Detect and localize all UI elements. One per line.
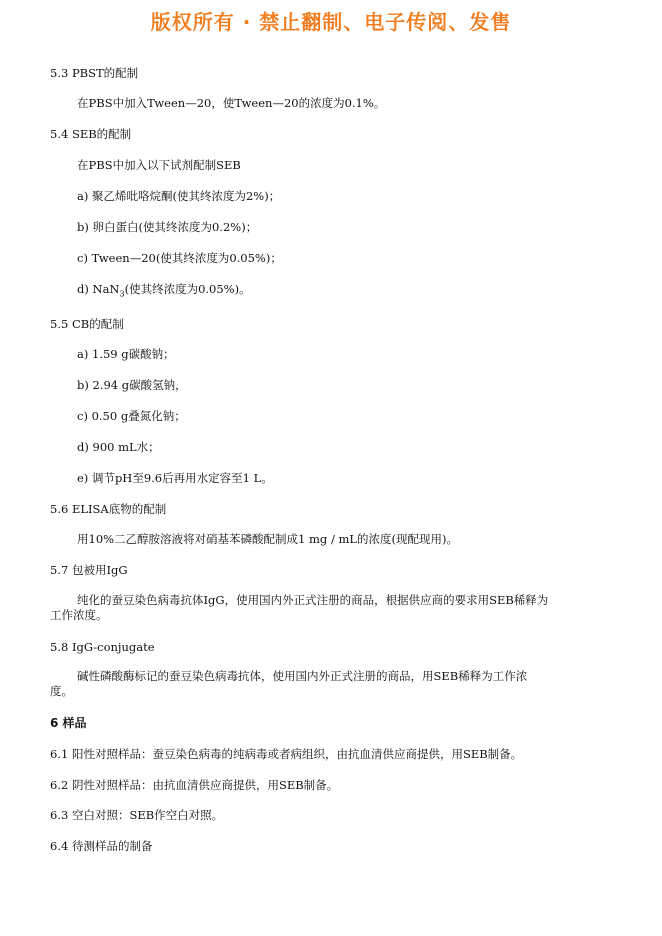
list-item-prefix: d) NaN — [77, 282, 120, 296]
watermark: 版权所有 · 禁止翻制、电子传阅、发售 — [150, 10, 512, 34]
list-item — [77, 282, 251, 301]
section-6-3: 6.3 空白对照：SEB作空白对照。 — [50, 808, 224, 822]
paragraph-line: 碱性磷酸酶标记的蚕豆染色病毒抗体，使用国内外正式注册的商品，用SEB稀释为工作浓 — [77, 669, 528, 683]
paragraph-line: 纯化的蚕豆染色病毒抗体IgG，使用国内外正式注册的商品，根据供应商的要求用SEB稀释为 — [77, 593, 549, 607]
list-item: c) Tween—20(使其终浓度为0.05%)； — [77, 251, 282, 265]
section-5-5-heading: 5.5 CB的配制 — [50, 317, 124, 331]
list-item-suffix: (使其终浓度为0.05%)。 — [124, 282, 251, 296]
section-6-heading: 6 样品 — [50, 716, 87, 730]
section-5-6-text: 用10%二乙醇胺溶液将对硝基苯磷酸配制成1 mg / mL的浓度(现配现用)。 — [77, 532, 458, 546]
section-5-7-heading: 5.7 包被用IgG — [50, 563, 128, 577]
list-item: b) 2.94 g碳酸氢钠， — [77, 378, 187, 392]
subscript: 3 — [119, 289, 125, 299]
list-item: a) 1.59 g碳酸钠； — [77, 347, 175, 361]
section-5-3-heading: 5.3 PBST的配制 — [50, 66, 139, 80]
section-5-3-text: 在PBS中加入Tween—20，使Tween—20的浓度为0.1%。 — [77, 96, 386, 110]
section-5-6-heading: 5.6 ELISA底物的配制 — [50, 502, 167, 516]
section-6-4: 6.4 待测样品的制备 — [50, 839, 153, 853]
paragraph-line: 工作浓度。 — [50, 608, 108, 622]
list-item: b) 卵白蛋白(使其终浓度为0.2%)； — [77, 220, 258, 234]
list-item: d) 900 mL水； — [77, 440, 160, 454]
section-5-7-paragraph — [0, 593, 662, 623]
section-5-8-paragraph — [0, 669, 662, 699]
section-5-8-heading: 5.8 IgG-conjugate — [50, 640, 155, 654]
list-item: c) 0.50 g叠氮化钠； — [77, 409, 186, 423]
section-5-4-intro: 在PBS中加入以下试剂配制SEB — [77, 158, 241, 172]
section-6-1: 6.1 阳性对照样品：蚕豆染色病毒的纯病毒或者病组织，由抗血清供应商提供，用SEB制备。 — [50, 747, 523, 761]
list-item: e) 调节pH至9.6后再用水定容至1 L。 — [77, 471, 273, 485]
paragraph-line: 度。 — [50, 684, 73, 698]
section-6-2: 6.2 阴性对照样品：由抗血清供应商提供，用SEB制备。 — [50, 778, 339, 792]
list-item: a) 聚乙烯吡咯烷酮(使其终浓度为2%)； — [77, 189, 281, 203]
section-5-4-heading: 5.4 SEB的配制 — [50, 127, 132, 141]
